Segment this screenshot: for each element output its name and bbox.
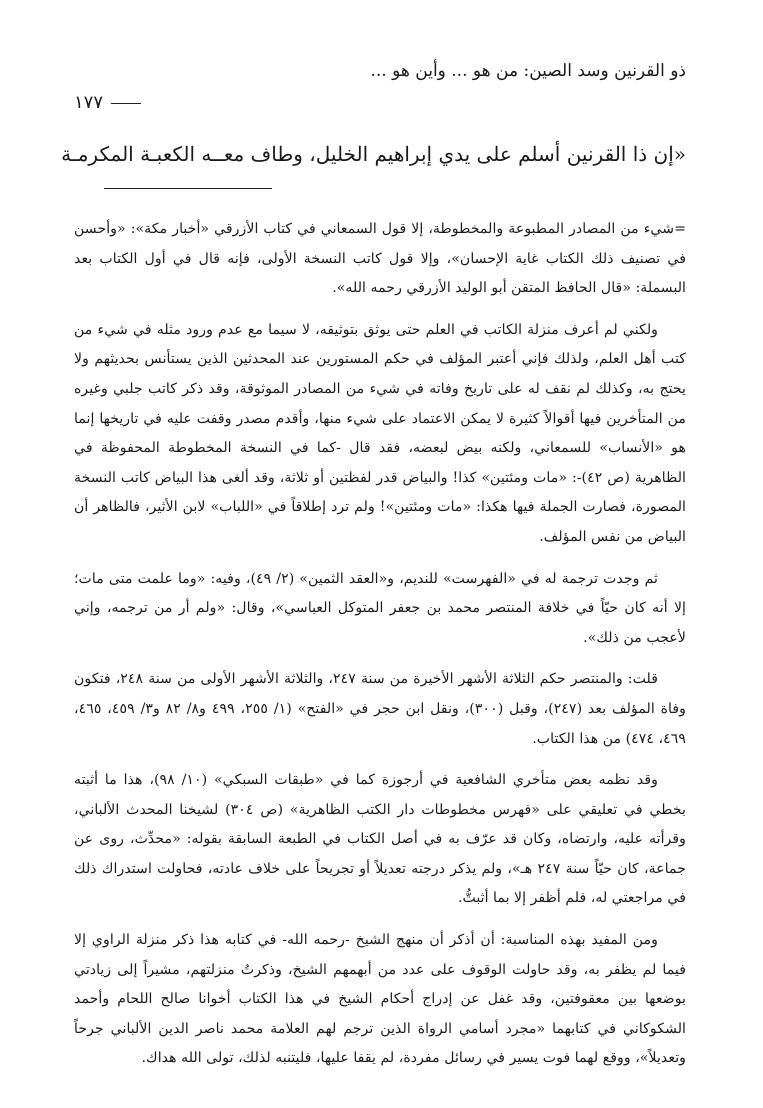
paragraph: ومن المفيد بهذه المناسبة: أن أذكر أن منهج الشيخ -رحمه الله- في كتابه هذا ذكر منزلة الراوي إلا فيما لم يظفر به، وقد حاولت الوقوف على عدد من أبهمهم الشيخ، وذكرتُ منزلتهم، مشيراً إلى زيادتي بوضعها بين معقوفتين، وقد غفل عن إدراج أحكام الشيخ في هذا الكتاب أخوانا صالح اللحام وأحمد الشكوكاني في كتابهما «مجرد أسامي الرواة الذين ترجم لهم العلامة محمد ناصر الدين الألباني جرحاً وتعديلاً»، ووقع لهما فوت يسير في رسائل مفردة، لم يقفا عليها، فليتنبه لذلك، تولى الله هداك. (74, 932, 686, 1067)
book-page (61, 58, 687, 1086)
paragraph: قلت: والمنتصر حكم الثلاثة الأشهر الأخيرة من سنة ٢٤٧، والثلاثة الأشهر الأولى من سنة ٢٤٨، فتكون وفاة المؤلف بعد (٢٤٧)، وقبل (٣٠٠)، ونقل ابن حجر في «الفتح» (١/ ٢٥٥، ٤٩٩ و٨/ ٨٢ و٣/ ٤٥٩، ٤٦٥، ٤٦٩، ٤٧٤) من هذا الكتاب. (74, 671, 687, 747)
footnote-body (74, 215, 686, 1074)
paragraph: =شيء من المصادر المطبوعة والمخطوطة، إلا قول السمعاني في كتاب الأزرقي «أخبار مكة»: «وأحسن في تصنيف ذلك الكتاب غاية الإحسان»، وإلا قول كاتب النسخة الأولى، فإنه قال في أول الكتاب بعد البسملة: «قال الحافظ المتقن أبو الوليد الأزرقي رحمه الله». (74, 221, 686, 297)
title-rule (104, 188, 272, 189)
page-number-rule (111, 103, 141, 104)
title-rule-wrap (74, 170, 686, 189)
page-number-row (74, 90, 686, 116)
paragraph: وقد نظمه بعض متأخري الشافعية في أرجوزة كما في «طبقات السبكي» (١٠/ ٩٨)، هذا ما أثبته بخطي في تعليقي على «فهرس مخطوطات دار الكتب الظاهرية» (ص ٣٠٤) لشيخنا المحدث الألباني، وقرأته عليه، وارتضاه، وكان قد عرّف به في أصل الكتاب في الطبعة السابقة بقوله: «محدِّث، روى عن جماعة، كان حيّاً سنة ٢٤٧ هـ»، ولم يذكر درجته تعديلاً أو تجريحاً على خلاف عادته، فحاولت استدراك ذلك في مراجعتي له، فلم أظفر إلا بما أثبتُّ. (74, 772, 687, 907)
paragraph: ولكني لم أعرف منزلة الكاتب في العلم حتى يوثق بتوثيقه، لا سيما مع عدم ورود مثله في شيء من كتب أهل العلم، ولذلك فإني أعتبر المؤلف في حكم المستورين عند المحدثين الذين يستأنس بحديثهم ولا يحتج به، وكذلك لم نقف له على تاريخ وفاته في شيء من المصادر الموثوقة، وقد ذكر كاتب جلبي وغيره من المتأخرين فيها أقوالاً كثيرة لا يمكن الاعتماد على شيء منها، وأقدم مصدر وقفت عليه في تاريخها إنما هو «الأنساب» للسمعاني، ولكنه بيض لبعضه، فقد قال -كما في النسخة المخطوطة المحفوظة في الظاهرية (ص ٤٢)-: «مات ومئتين» كذا! والبياض قدر لفظتين أو ثلاثة، وقد ألغى هذا البياض كاتب النسخة المصورة، فصارت الجملة فيها هكذا: «مات ومئتين»! ولم ترد إطلاقاً في «اللباب» لابن الأثير، فالظاهر أن البياض من نفس المؤلف. (74, 321, 687, 545)
running-title: ذو القرنين وسد الصين: من هو ... وأين هو ... (370, 61, 686, 81)
section-title: «إن ذا القرنين أسلم على يدي إبراهيم الخليل، وطاف معــه الكعبـة المكرمـة (61, 142, 686, 166)
page-number: ١٧٧ (74, 92, 104, 113)
paragraph: ثم وجدت ترجمة له في «الفهرست» للنديم، و«العقد الثمين» (٢/ ٤٩)، وفيه: «وما علمت متى مات؛ إلا أنه كان حيّاً في خلافة المنتصر محمد بن جعفر المتوكل العباسي»، وقال: «ولم أر من ترجمه، وإني لأعجب من ذلك». (74, 570, 686, 646)
